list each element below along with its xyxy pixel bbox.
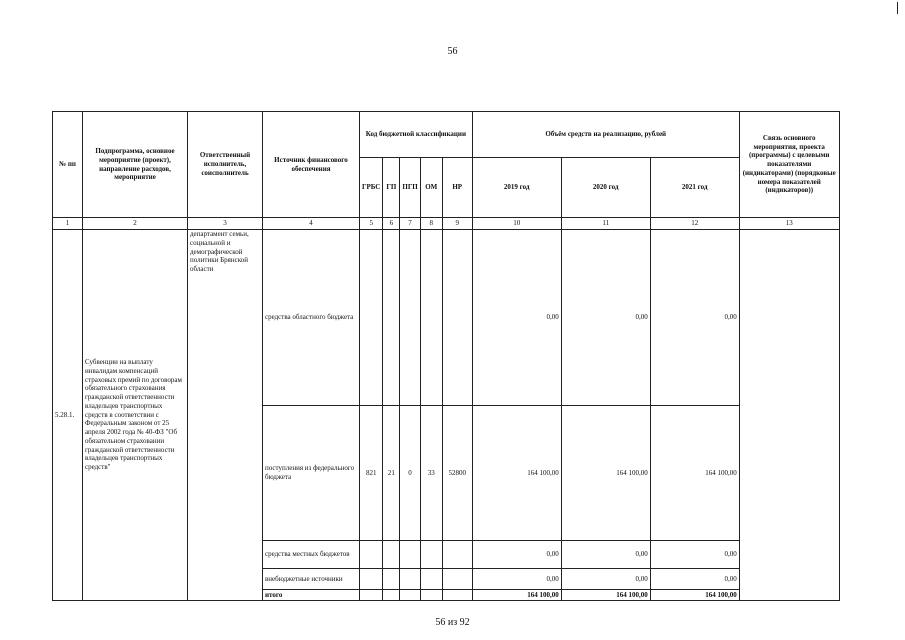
row-pgp: 0 — [400, 406, 420, 541]
col-number: 2 — [83, 218, 188, 230]
page-number-top: 56 — [447, 46, 458, 57]
header-budget-code: Код бюджетной классификации — [360, 112, 473, 158]
row-om: 33 — [420, 406, 442, 541]
row-2021: 164 100,00 — [650, 406, 739, 541]
col-number: 11 — [561, 218, 650, 230]
row-2019: 0,00 — [472, 569, 561, 590]
row-source: средства областного бюджета — [263, 230, 360, 406]
row-source: средства местных бюджетов — [263, 541, 360, 569]
header-num: № пп — [53, 112, 83, 218]
header-grbs: ГРБС — [360, 158, 383, 218]
row-source: поступления из федерального бюджета — [263, 406, 360, 541]
col-number: 3 — [188, 218, 263, 230]
row-grbs — [360, 541, 383, 569]
row-source: внебюджетные источники — [263, 569, 360, 590]
header-link: Связь основного мероприятия, проекта (программы) с целевыми показателями (индикаторами) (порядковые номера показателей (индикаторов)) — [739, 112, 839, 218]
header-om: ОМ — [420, 158, 442, 218]
row-np — [442, 541, 472, 569]
header-funds: Объём средств на реализацию, рублей — [472, 112, 739, 158]
row-gp: 21 — [383, 406, 400, 541]
col-number: 10 — [472, 218, 561, 230]
col-number: 9 — [442, 218, 472, 230]
row-2019: 164 100,00 — [472, 590, 561, 601]
row-2021: 0,00 — [650, 541, 739, 569]
scan-edge-mark — [897, 2, 898, 14]
header-2020: 2020 год — [561, 158, 650, 218]
budget-table — [52, 111, 840, 601]
row-2020: 0,00 — [561, 541, 650, 569]
row-grbs: 821 — [360, 406, 383, 541]
row-2020: 164 100,00 — [561, 590, 650, 601]
col-number: 6 — [383, 218, 400, 230]
row-2020: 164 100,00 — [561, 406, 650, 541]
header-gp: ГП — [383, 158, 400, 218]
item-name: Субвенции на выплату инвалидам компенсаций страховых премий по договорам обязательного страхования гражданской ответственности владельцев транспортных средств в соответствии с Федеральным законом от 25 апреля 2002 года № 40-ФЗ "Об обязательном страховании гражданской ответственности владельцев транспортных средств" — [83, 230, 188, 601]
header-source: Источник финансового обеспечения — [263, 112, 360, 218]
row-2021: 0,00 — [650, 230, 739, 406]
row-om — [420, 590, 442, 601]
row-2019: 164 100,00 — [472, 406, 561, 541]
row-om — [420, 230, 442, 406]
row-np: 52800 — [442, 406, 472, 541]
item-number: 5.28.1. — [53, 230, 83, 601]
row-gp — [383, 569, 400, 590]
col-number: 12 — [650, 218, 739, 230]
row-gp — [383, 590, 400, 601]
row-2019: 0,00 — [472, 541, 561, 569]
col-number: 8 — [420, 218, 442, 230]
row-grbs — [360, 230, 383, 406]
row-2020: 0,00 — [561, 569, 650, 590]
row-np — [442, 569, 472, 590]
row-pgp — [400, 541, 420, 569]
header-pgp: ПГП — [400, 158, 420, 218]
table-row — [53, 230, 840, 406]
header-executor: Ответственный исполнитель, соисполнитель — [188, 112, 263, 218]
header-np: НР — [442, 158, 472, 218]
col-number: 13 — [739, 218, 839, 230]
item-executor: департамент семьи, социальной и демографической политики Брянской области — [188, 230, 263, 601]
row-grbs — [360, 569, 383, 590]
item-link — [739, 230, 839, 601]
row-2019: 0,00 — [472, 230, 561, 406]
row-2021: 0,00 — [650, 569, 739, 590]
header-2021: 2021 год — [650, 158, 739, 218]
row-gp — [383, 541, 400, 569]
row-grbs — [360, 590, 383, 601]
col-number: 4 — [263, 218, 360, 230]
row-2020: 0,00 — [561, 230, 650, 406]
row-om — [420, 541, 442, 569]
col-number: 1 — [53, 218, 83, 230]
column-number-row — [53, 218, 840, 230]
row-pgp — [400, 569, 420, 590]
header-2019: 2019 год — [472, 158, 561, 218]
col-number: 7 — [400, 218, 420, 230]
row-pgp — [400, 230, 420, 406]
row-gp — [383, 230, 400, 406]
row-om — [420, 569, 442, 590]
row-pgp — [400, 590, 420, 601]
row-np — [442, 230, 472, 406]
row-np — [442, 590, 472, 601]
page-footer: 56 из 92 — [435, 617, 470, 628]
col-number: 5 — [360, 218, 383, 230]
header-subprogram: Подпрограмма, основное мероприятие (проект), направление расходов, мероприятие — [83, 112, 188, 218]
row-2021: 164 100,00 — [650, 590, 739, 601]
row-source: итого — [263, 590, 360, 601]
